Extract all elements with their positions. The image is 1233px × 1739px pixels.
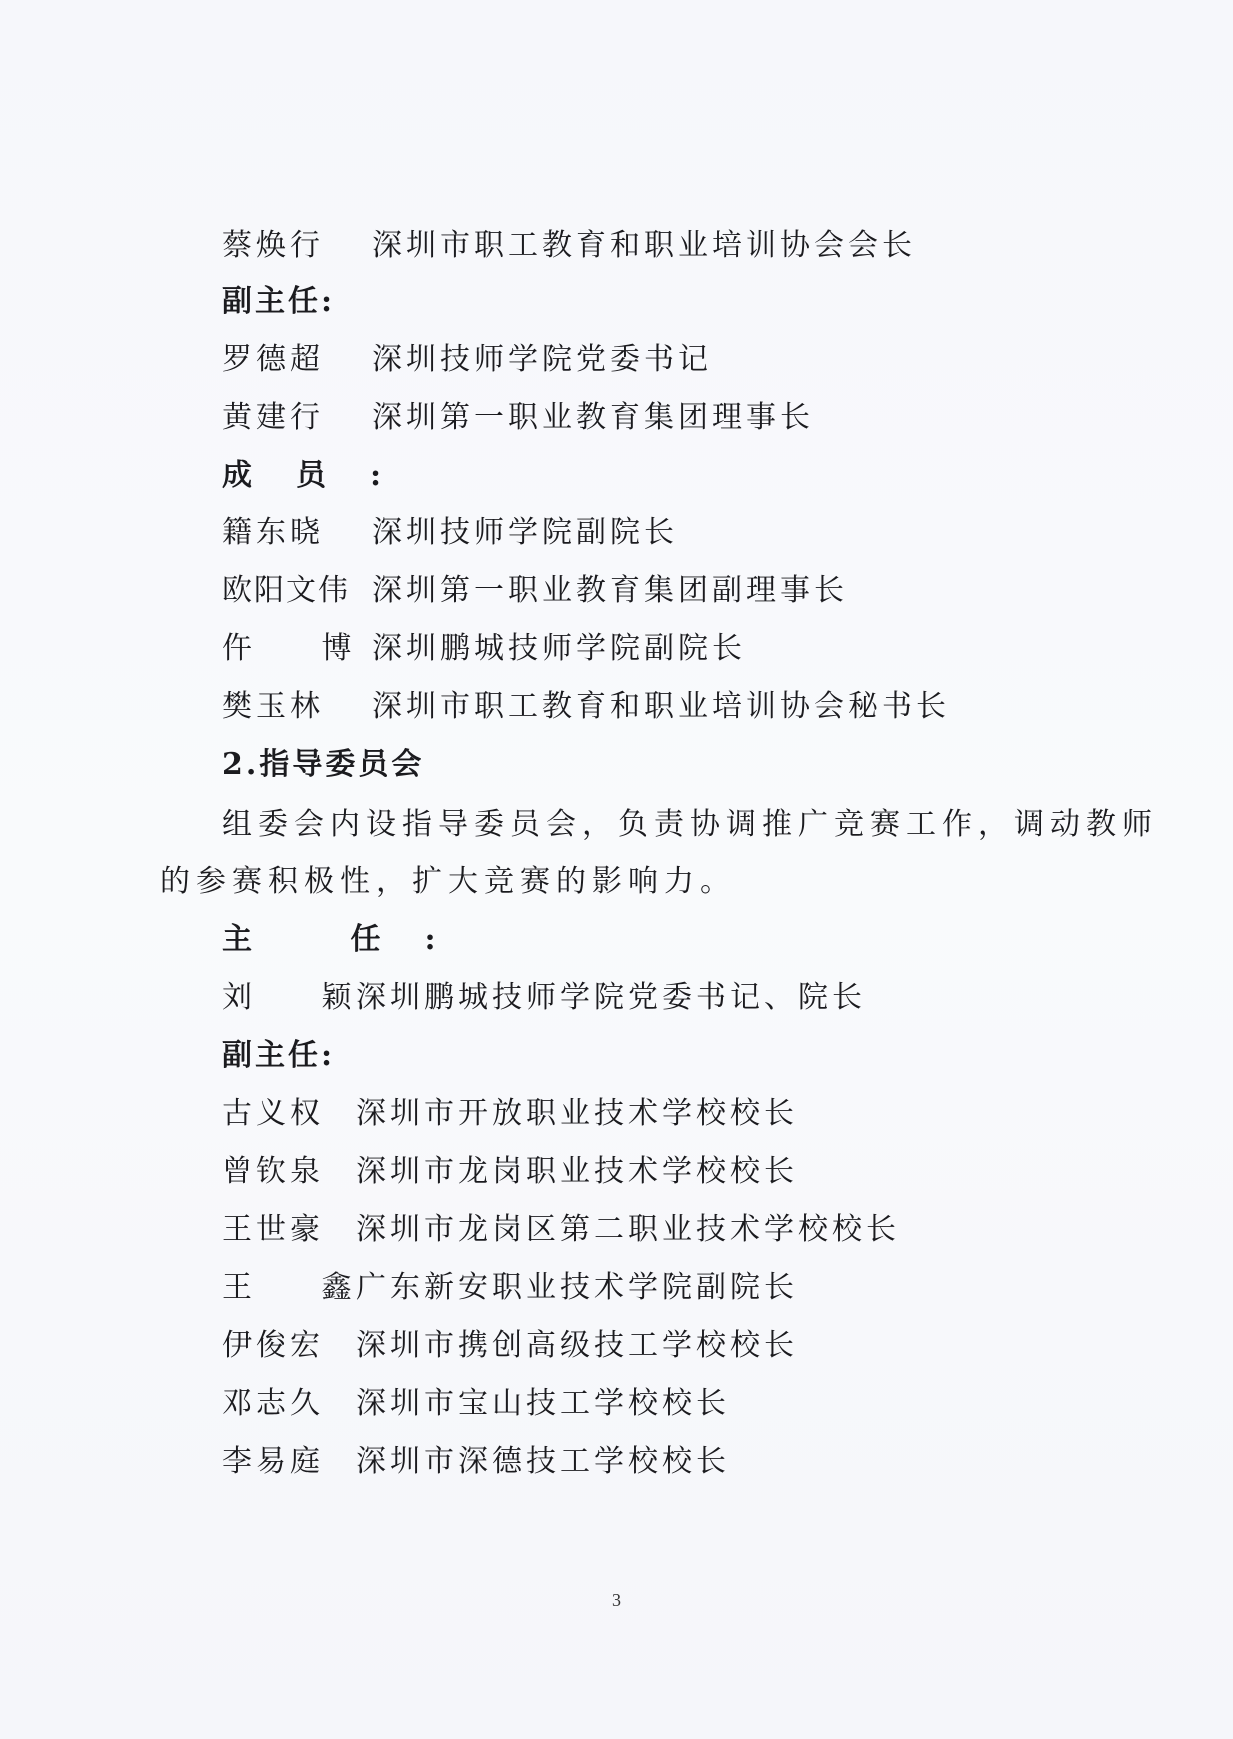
member-title: 深圳鹏城技师学院党委书记、院长 <box>356 980 866 1015</box>
member-title: 深圳技师学院副院长 <box>372 515 678 550</box>
member-name: 刘 颖 <box>222 980 382 1015</box>
member-name: 邓志久 <box>222 1386 324 1421</box>
member-title: 深圳市开放职业技术学校校长 <box>356 1096 798 1131</box>
vice-director-heading: 副主任: <box>222 1038 336 1073</box>
member-title: 深圳市宝山技工学校校长 <box>356 1386 730 1421</box>
member-name: 欧阳文伟 <box>222 573 350 608</box>
member-title: 深圳市龙岗区第二职业技术学校校长 <box>356 1212 900 1247</box>
director-heading: 主 任: <box>222 922 480 957</box>
member-name: 伊俊宏 <box>222 1328 324 1363</box>
members-heading: 成员: <box>222 458 426 493</box>
member-name: 王世豪 <box>222 1212 324 1247</box>
member-name: 古义权 <box>222 1096 324 1131</box>
page-number: 3 <box>612 1590 621 1610</box>
member-name: 籍东晓 <box>222 515 324 550</box>
paragraph-text: 的参赛积极性，扩大竞赛的影响力。 <box>160 864 736 899</box>
member-name: 王 鑫 <box>222 1270 382 1305</box>
member-title: 深圳技师学院党委书记 <box>372 342 712 377</box>
member-name: 黄建行 <box>222 400 324 435</box>
paragraph-text: 组委会内设指导委员会，负责协调推广竞赛工作，调动教师 <box>222 807 1158 842</box>
member-title: 深圳市龙岗职业技术学校校长 <box>356 1154 798 1189</box>
member-name: 李易庭 <box>222 1444 324 1479</box>
member-title: 深圳第一职业教育集团理事长 <box>372 400 814 435</box>
member-name: 曾钦泉 <box>222 1154 324 1189</box>
vice-director-heading: 副主任: <box>222 284 336 319</box>
member-title: 深圳市携创高级技工学校校长 <box>356 1328 798 1363</box>
member-title: 深圳第一职业教育集团副理事长 <box>372 573 848 608</box>
member-title: 广东新安职业技术学院副院长 <box>356 1270 798 1305</box>
member-name: 罗德超 <box>222 342 324 377</box>
member-name: 仵 博 <box>222 631 382 666</box>
member-title: 深圳市职工教育和职业培训协会会长 <box>372 228 916 263</box>
member-name: 樊玉林 <box>222 689 324 724</box>
member-title: 深圳鹏城技师学院副院长 <box>372 631 746 666</box>
member-title: 深圳市职工教育和职业培训协会秘书长 <box>372 689 950 724</box>
member-title: 深圳市深德技工学校校长 <box>356 1444 730 1479</box>
section-heading: 2.指导委员会 <box>222 747 425 782</box>
member-name: 蔡焕行 <box>222 228 324 263</box>
